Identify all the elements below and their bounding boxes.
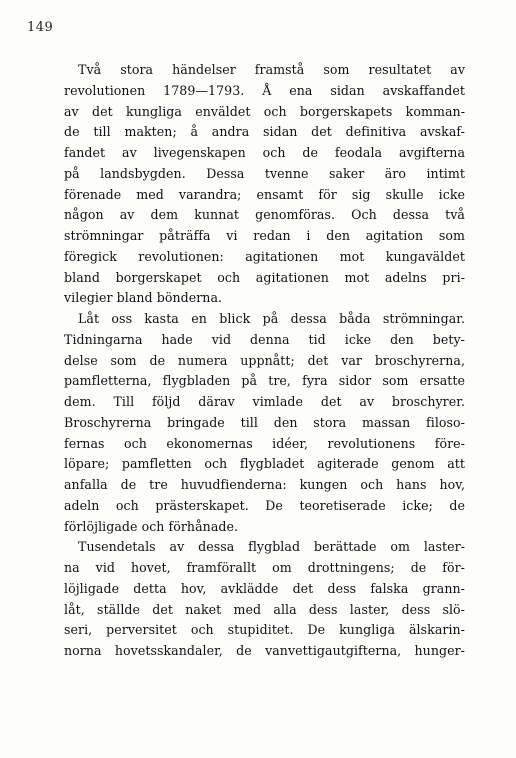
text-line: Broschyrerna bringade till den stora massan filoso-: [64, 414, 465, 430]
page-number: 149: [27, 20, 54, 35]
text-line: föregick revolutionen: agitationen mot kungaväldet: [64, 248, 465, 264]
text-line: fandet av livegenskapen och de feodala avgifterna: [64, 145, 465, 160]
text-line: löpare; pamfletten och flygbladet agiterade genom att: [64, 456, 465, 472]
text-line: strömningar påträffa vi redan i den agitation som: [64, 228, 465, 243]
text-line: pamfletterna, flygbladen på tre, fyra sidor som ersatte: [64, 373, 465, 389]
text-line: Tusendetals av dessa flygblad berättade om laster-: [78, 539, 465, 555]
text-line: anfalla de tre huvudfienderna: kungen och hans hov,: [64, 477, 465, 492]
text-line: na vid hovet, framförallt om drottningens; de för-: [64, 560, 465, 575]
text-line: låt, ställde det naket med alla dess laster, dess slö-: [64, 601, 465, 617]
text-line: seri, perversitet och stupiditet. De kungliga älskarin-: [64, 622, 465, 638]
text-line: förlöjligade och förhånade.: [64, 518, 239, 534]
text-line: Två stora händelser framstå som resultatet av: [78, 62, 465, 77]
text-line: förenade med varandra; ensamt för sig skulle icke: [64, 186, 465, 202]
text-line: revolutionen 1789—1793. Å ena sidan avskaffandet: [64, 82, 465, 98]
text-line: dem. Till följd därav vimlade det av broschyrer.: [64, 394, 465, 409]
text-line: delse som de numera uppnått; det var broschyrerna,: [64, 352, 465, 368]
text-line: Tidningarna hade vid denna tid icke den bety-: [64, 331, 465, 347]
text-line: löjligade detta hov, avklädde det dess falska grann-: [64, 580, 465, 596]
text-line: Låt oss kasta en blick på dessa båda strömningar.: [78, 311, 465, 326]
text-line: de till makten; å andra sidan det definitiva avskaf-: [64, 124, 465, 140]
text-line: vilegier bland bönderna.: [64, 290, 223, 306]
text-line: adeln och prästerskapet. De teoretiserade icke; de: [64, 497, 465, 513]
text-line: på landsbygden. Dessa tvenne saker äro intimt: [64, 165, 465, 181]
text-line: någon av dem kunnat genomföras. Och dessa två: [64, 207, 465, 223]
body-text: [64, 60, 465, 662]
text-line: bland borgerskapet och agitationen mot adelns pri-: [64, 269, 465, 285]
text-line: norna hovetsskandaler, de vanvettigautgifterna, hunger-: [64, 643, 465, 658]
text-line: av det kungliga enväldet och borgerskapets komman-: [64, 103, 465, 119]
text-line: fernas och ekonomernas idéer, revolutionens före-: [64, 435, 465, 451]
